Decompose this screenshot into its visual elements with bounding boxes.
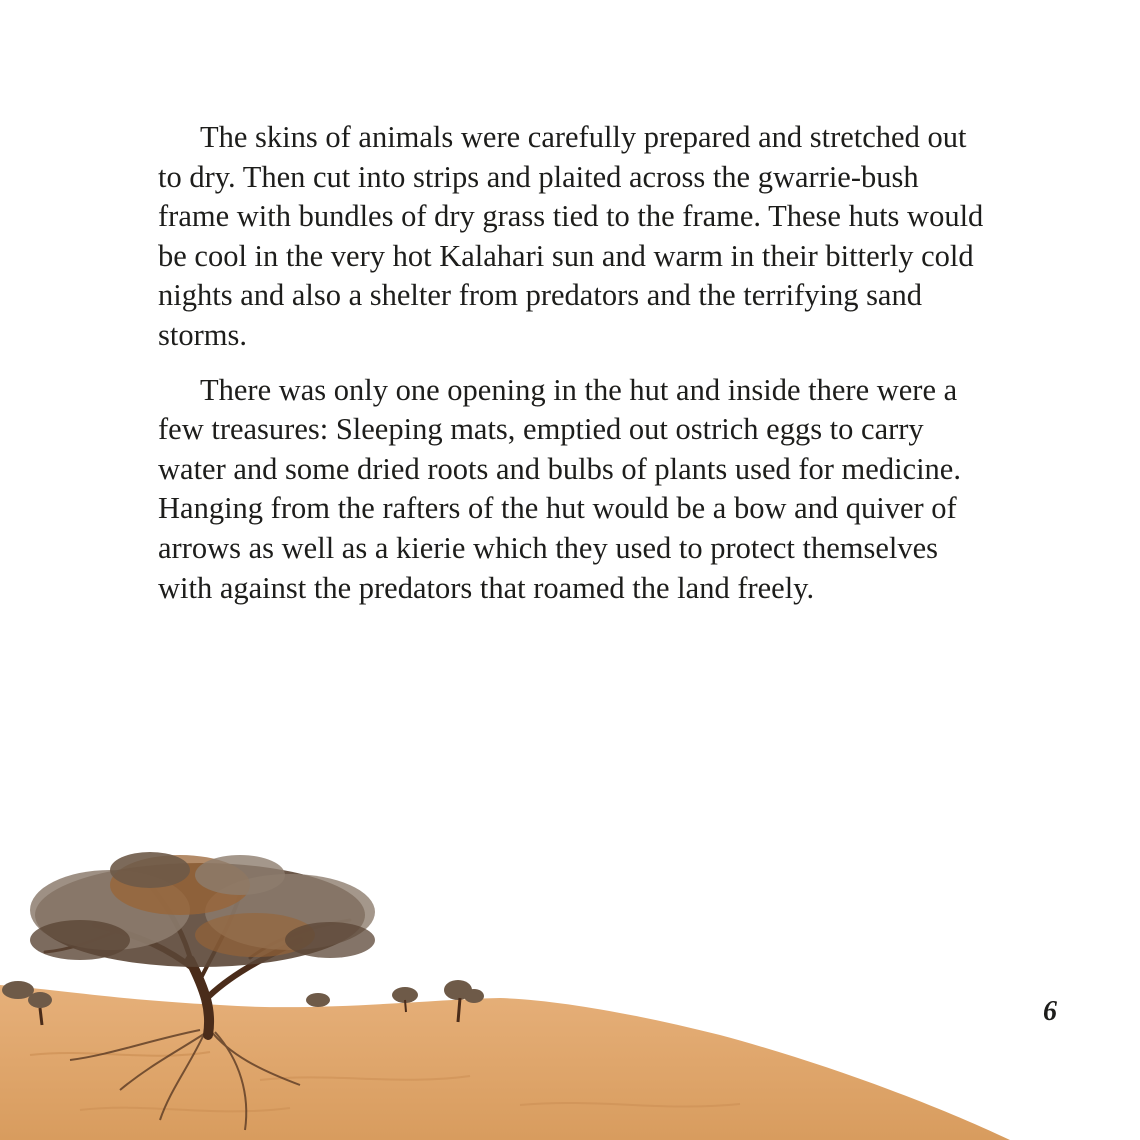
- story-text: [158, 118, 988, 608]
- page-number: 6: [1043, 996, 1057, 1027]
- paragraph-2: There was only one opening in the hut and inside there were a few treasures: Sleeping mats, emptied out ostrich eggs to carry water and some dried roots and bulbs of plants used for medicine. Hanging from the rafters of the hut would be a bow and quiver of arrows as well as a kierie which they used to protect themselves with against the predators that roamed the land freely.: [158, 372, 961, 605]
- paragraph-1: The skins of animals were carefully prepared and stretched out to dry. Then cut into strips and plaited across the gwarrie-bush frame with bundles of dry grass tied to the frame. These huts would be cool in the very hot Kalahari sun and warm in their bitterly cold nights and also a shelter from predators and the terrifying sand storms.: [158, 120, 984, 352]
- sand-dune: [0, 985, 1010, 1140]
- kalahari-landscape-illustration: [0, 840, 1140, 1140]
- acacia-tree-canopy: [30, 852, 375, 967]
